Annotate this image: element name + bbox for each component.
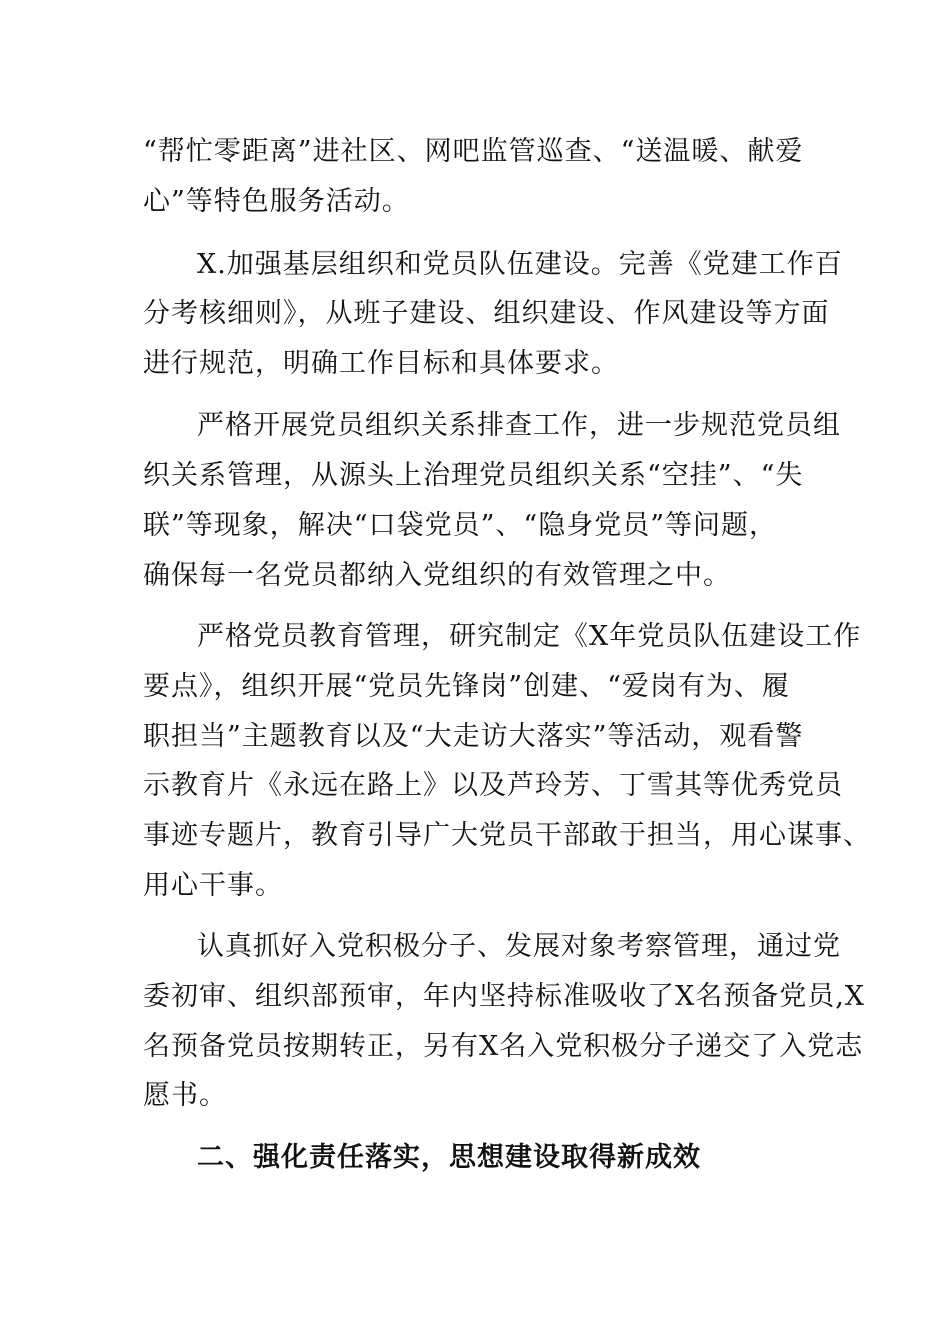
- paragraph-line: 分考核细则》，从班子建设、组织建设、作风建设等方面: [143, 298, 830, 329]
- paragraph-line: 严格党员教育管理，研究制定《X年党员队伍建设工作: [197, 621, 862, 652]
- paragraph-line: 心”等特色服务活动。: [143, 186, 410, 217]
- paragraph-line: 用心干事。: [143, 870, 283, 901]
- section-heading: 二、强化责任落实，思想建设取得新成效: [197, 1142, 701, 1173]
- paragraph-line: 联”等现象，解决“口袋党员”、“隐身党员”等问题，: [143, 510, 778, 541]
- paragraph-line: X.加强基层组织和党员队伍建设。完善《党建工作百: [197, 249, 843, 280]
- paragraph-line: 名预备党员按期转正，另有X名入党积极分子递交了入党志: [143, 1031, 864, 1062]
- paragraph-line: 委初审、组织部预审，年内坚持标准吸收了X名预备党员,X: [143, 981, 866, 1012]
- paragraph-line: 确保每一名党员都纳入党组织的有效管理之中。: [143, 560, 731, 591]
- paragraph-line: “帮忙零距离”进社区、网吧监管巡查、“送温暖、献爱: [143, 136, 804, 167]
- paragraph-line: 进行规范，明确工作目标和具体要求。: [143, 348, 619, 379]
- paragraph-line: 职担当”主题教育以及“大走访大落实”等活动，观看警: [143, 721, 804, 752]
- paragraph-line: 织关系管理，从源头上治理党员组织关系“空挂”、“失: [143, 460, 804, 491]
- paragraph-line: 认真抓好入党积极分子、发展对象考察管理，通过党: [197, 931, 841, 962]
- paragraph-line: 愿书。: [143, 1080, 227, 1111]
- paragraph-line: 事迹专题片，教育引导广大党员干部敢于担当，用心谋事、: [143, 820, 871, 851]
- paragraph-line: 要点》，组织开展“党员先锋岗”创建、“爱岗有为、履: [143, 671, 790, 702]
- paragraph-line: 示教育片《永远在路上》以及芦玲芳、丁雪其等优秀党员: [143, 770, 843, 801]
- paragraph-line: 严格开展党员组织关系排查工作，进一步规范党员组: [197, 410, 841, 441]
